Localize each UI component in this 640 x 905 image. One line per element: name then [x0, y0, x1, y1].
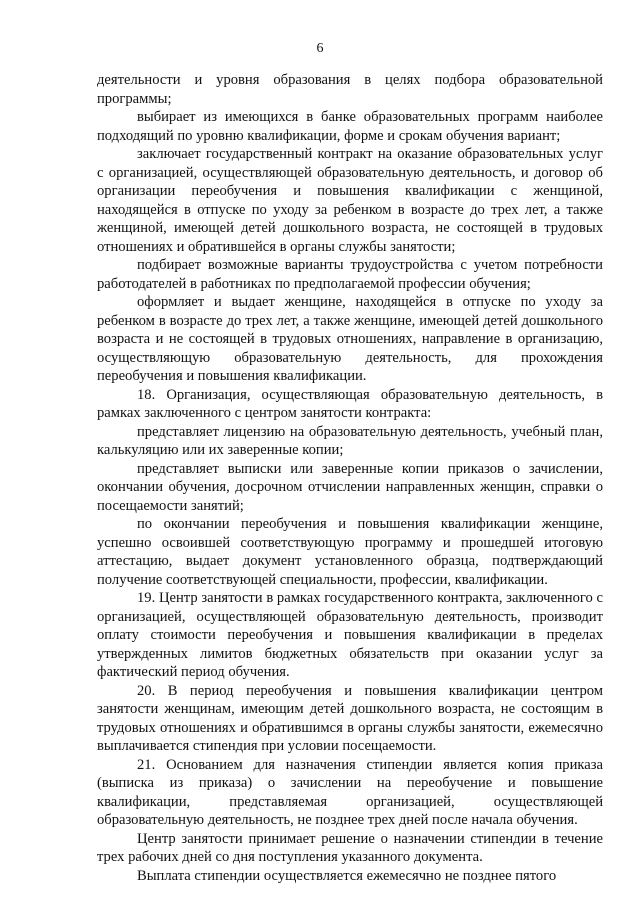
paragraph: 21. Основанием для назначения стипендии является копия приказа (выписка из приказа) о зачислении на переобучение и повышение квалификации, представляемая организацией, осуществляющей образовательную деятельность, не позднее трех дней после начала обучения. — [97, 756, 603, 828]
page-number: 6 — [316, 41, 324, 56]
paragraph: оформляет и выдает женщине, находящейся в отпуске по уходу за ребенком в возрасте до трех лет, а также женщине, имеющей детей дошкольного возраста и не состоящей в трудовых отношениях, направление в организацию, осуществляющую образовательную деятельность, для прохождения переобучения и повышения квалификации. — [97, 294, 603, 384]
paragraph: 20. В период переобучения и повышения квалификации центром занятости женщинам, имеющим детей дошкольного возраста, не состоящим в трудовых отношениях и обратившимся в органы службы занятости, ежемесячно выплачивается стипендия при условии посещаемости. — [97, 682, 603, 754]
paragraph: Центр занятости принимает решение о назначении стипендии в течение трех рабочих дней со дня поступления указанного документа. — [97, 830, 603, 865]
paragraph: представляет выписки или заверенные копии приказов о зачислении, окончании обучения, досрочном отчислении направленных женщин, справки о посещаемости занятий; — [97, 460, 603, 514]
paragraph: 19. Центр занятости в рамках государственного контракта, заключенного с организацией, осуществляющей образовательную деятельность, производит оплату стоимости переобучения и повышения квалификации в пределах утвержденных лимитов бюджетных обязательств при оказании услуг за фактический период обучения. — [97, 590, 603, 680]
paragraph: по окончании переобучения и повышения квалификации женщине, успешно освоившей соответствующую программу и прошедшей итоговую аттестацию, выдает документ установленного образца, подтверждающий получение соответствующей специальности, профессии, квалификации. — [97, 516, 603, 588]
paragraph: деятельности и уровня образования в целях подбора образовательной программы; — [97, 72, 603, 107]
paragraph: 18. Организация, осуществляющая образовательную деятельность, в рамках заключенного с центром занятости контракта: — [97, 386, 603, 421]
paragraph: выбирает из имеющихся в банке образовательных программ наиболее подходящий по уровню квалификации, форме и срокам обучения вариант; — [97, 109, 603, 144]
paragraph: представляет лицензию на образовательную деятельность, учебный план, калькуляцию или их заверенные копии; — [97, 423, 603, 458]
paragraph: заключает государственный контракт на оказание образовательных услуг с организацией, осуществляющей образовательную деятельность, и договор об организации переобучения и повышения квалификации с женщиной, находящейся в отпуске по уходу за ребенком в возрасте до трех лет, а также женщиной, имеющей детей дошкольного возраста, не состоящей в трудовых отношениях и обратившейся в органы службы занятости; — [97, 146, 603, 255]
paragraph: Выплата стипендии осуществляется ежемесячно не позднее пятого — [137, 867, 557, 884]
paragraph: подбирает возможные варианты трудоустройства с учетом потребности работодателей в работниках по предполагаемой профессии обучения; — [97, 257, 603, 292]
page-body — [97, 71, 603, 885]
